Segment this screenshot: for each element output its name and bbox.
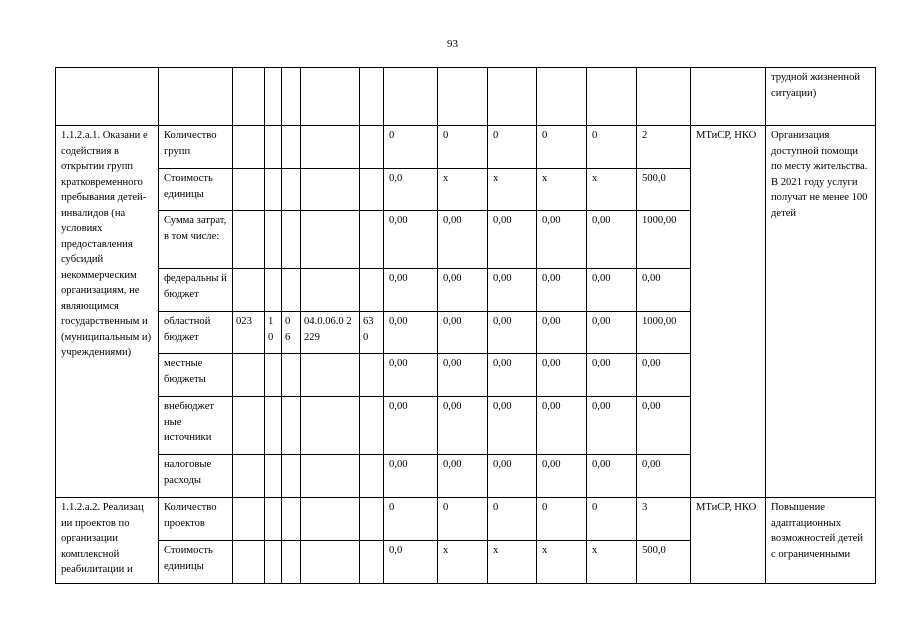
value-cell: 0,00 bbox=[587, 397, 637, 455]
measure-title: 1.1.2.а.2. Реализац ии проектов по организации комплексной реабилитации и bbox=[56, 498, 159, 584]
value-cell: 0,00 bbox=[587, 354, 637, 397]
table-cell bbox=[282, 68, 301, 126]
value-cell: 0 bbox=[438, 126, 488, 169]
value-cell: 0,00 bbox=[488, 354, 537, 397]
code-cell bbox=[360, 269, 384, 312]
code-cell: 1 0 bbox=[265, 312, 282, 354]
code-cell bbox=[360, 397, 384, 455]
table-row bbox=[56, 126, 876, 169]
code-cell: 023 bbox=[233, 312, 265, 354]
code-cell bbox=[282, 269, 301, 312]
value-cell: x bbox=[587, 541, 637, 584]
code-cell bbox=[282, 455, 301, 498]
code-cell bbox=[265, 541, 282, 584]
table-cell bbox=[56, 68, 159, 126]
value-cell: 0 bbox=[587, 498, 637, 541]
value-cell: x bbox=[438, 541, 488, 584]
value-cell: x bbox=[438, 169, 488, 211]
value-cell: 0,00 bbox=[438, 455, 488, 498]
code-cell bbox=[265, 269, 282, 312]
value-cell: 0,00 bbox=[537, 354, 587, 397]
value-cell: 0 bbox=[537, 126, 587, 169]
code-cell bbox=[301, 126, 360, 169]
code-cell bbox=[233, 397, 265, 455]
value-cell: 0,00 bbox=[488, 455, 537, 498]
value-cell: 0 bbox=[384, 126, 438, 169]
code-cell bbox=[360, 169, 384, 211]
code-cell bbox=[301, 541, 360, 584]
code-cell bbox=[233, 211, 265, 269]
value-cell: 0,00 bbox=[587, 455, 637, 498]
code-cell bbox=[282, 126, 301, 169]
row-label: налоговые расходы bbox=[159, 455, 233, 498]
code-cell bbox=[233, 269, 265, 312]
code-cell bbox=[360, 211, 384, 269]
row-label: Стоимость единицы bbox=[159, 541, 233, 584]
value-cell: 0,00 bbox=[438, 269, 488, 312]
row-label: Количество проектов bbox=[159, 498, 233, 541]
code-cell bbox=[265, 169, 282, 211]
code-cell bbox=[301, 269, 360, 312]
code-cell bbox=[282, 169, 301, 211]
value-cell: 0,00 bbox=[384, 455, 438, 498]
code-cell bbox=[301, 169, 360, 211]
value-cell: 500,0 bbox=[637, 169, 691, 211]
value-cell: 0,00 bbox=[488, 397, 537, 455]
table-cell bbox=[438, 68, 488, 126]
code-cell bbox=[265, 126, 282, 169]
value-cell: 0,00 bbox=[384, 397, 438, 455]
code-cell bbox=[233, 169, 265, 211]
table-cell bbox=[265, 68, 282, 126]
value-cell: 0 bbox=[537, 498, 587, 541]
code-cell bbox=[301, 498, 360, 541]
row-label: федеральны й бюджет bbox=[159, 269, 233, 312]
value-cell: 0 bbox=[488, 126, 537, 169]
value-cell: 0,00 bbox=[537, 269, 587, 312]
value-cell: 0,00 bbox=[488, 312, 537, 354]
value-cell: 0 bbox=[488, 498, 537, 541]
table-row bbox=[56, 498, 876, 541]
value-cell: 500,0 bbox=[637, 541, 691, 584]
code-cell bbox=[233, 126, 265, 169]
value-cell: 0,00 bbox=[438, 397, 488, 455]
value-cell: 0,00 bbox=[587, 269, 637, 312]
code-cell bbox=[282, 211, 301, 269]
page-number: 93 bbox=[447, 38, 458, 50]
code-cell bbox=[265, 354, 282, 397]
value-cell: x bbox=[537, 169, 587, 211]
value-cell: x bbox=[488, 169, 537, 211]
code-cell bbox=[301, 397, 360, 455]
expected-result: Повышение адаптационных возможностей детей с ограниченными bbox=[766, 498, 876, 584]
code-cell bbox=[282, 397, 301, 455]
table-cell bbox=[637, 68, 691, 126]
table-row bbox=[56, 68, 876, 126]
code-cell bbox=[360, 455, 384, 498]
code-cell bbox=[360, 126, 384, 169]
code-cell bbox=[233, 354, 265, 397]
value-cell: 0,0 bbox=[384, 169, 438, 211]
table-cell bbox=[488, 68, 537, 126]
row-label: Количество групп bbox=[159, 126, 233, 169]
value-cell: 0,00 bbox=[637, 269, 691, 312]
value-cell: x bbox=[537, 541, 587, 584]
code-cell bbox=[282, 541, 301, 584]
code-cell bbox=[301, 455, 360, 498]
table-cell bbox=[360, 68, 384, 126]
table-cell bbox=[384, 68, 438, 126]
code-cell bbox=[360, 354, 384, 397]
value-cell: 0,00 bbox=[587, 211, 637, 269]
value-cell: 0,00 bbox=[438, 354, 488, 397]
value-cell: 0 bbox=[438, 498, 488, 541]
code-cell bbox=[265, 498, 282, 541]
code-cell bbox=[360, 498, 384, 541]
value-cell: 0,00 bbox=[587, 312, 637, 354]
value-cell: 0 bbox=[587, 126, 637, 169]
value-cell: 0,00 bbox=[537, 312, 587, 354]
table-cell bbox=[159, 68, 233, 126]
row-label: Сумма затрат, в том числе: bbox=[159, 211, 233, 269]
row-label: местные бюджеты bbox=[159, 354, 233, 397]
code-cell bbox=[233, 498, 265, 541]
executor: МТиСР, НКО bbox=[691, 498, 766, 584]
value-cell: 0,00 bbox=[637, 397, 691, 455]
code-cell bbox=[265, 211, 282, 269]
value-cell: 0,00 bbox=[537, 397, 587, 455]
code-cell bbox=[265, 455, 282, 498]
table-body bbox=[56, 68, 876, 584]
value-cell: 2 bbox=[637, 126, 691, 169]
table-cell bbox=[233, 68, 265, 126]
code-cell bbox=[282, 354, 301, 397]
value-cell: 0,0 bbox=[384, 541, 438, 584]
code-cell: 04.0.06.0 2229 bbox=[301, 312, 360, 354]
value-cell: 0,00 bbox=[537, 211, 587, 269]
row-label: Стоимость единицы bbox=[159, 169, 233, 211]
value-cell: 0,00 bbox=[384, 211, 438, 269]
value-cell: 0,00 bbox=[488, 269, 537, 312]
code-cell: 0 6 bbox=[282, 312, 301, 354]
table-cell bbox=[537, 68, 587, 126]
measure-title: 1.1.2.а.1. Оказани е содействия в открытии групп кратковременного пребывания детей-инвалидов (на условиях предоставления субсидий некоммерческим организациям, не являющимся государственным и (муниципальным и) учреждениями) bbox=[56, 126, 159, 498]
value-cell: 0,00 bbox=[438, 211, 488, 269]
table-cell bbox=[691, 68, 766, 126]
code-cell bbox=[265, 397, 282, 455]
value-cell: 0,00 bbox=[637, 455, 691, 498]
code-cell bbox=[282, 498, 301, 541]
value-cell: 0,00 bbox=[438, 312, 488, 354]
row-label: внебюджет ные источники bbox=[159, 397, 233, 455]
expected-result: Организация доступной помощи по месту жительства. В 2021 году услуги получат не менее 100 детей bbox=[766, 126, 876, 498]
value-cell: 0,00 bbox=[384, 354, 438, 397]
program-table bbox=[55, 67, 876, 584]
code-cell bbox=[360, 541, 384, 584]
value-cell: 1000,00 bbox=[637, 312, 691, 354]
value-cell: x bbox=[488, 541, 537, 584]
code-cell: 63 0 bbox=[360, 312, 384, 354]
value-cell: 0 bbox=[384, 498, 438, 541]
value-cell: 0,00 bbox=[537, 455, 587, 498]
table-cell bbox=[301, 68, 360, 126]
value-cell: 1000,00 bbox=[637, 211, 691, 269]
code-cell bbox=[233, 541, 265, 584]
value-cell: 3 bbox=[637, 498, 691, 541]
top-row-note: трудной жизненной ситуации) bbox=[766, 68, 876, 126]
value-cell: 0,00 bbox=[637, 354, 691, 397]
value-cell: 0,00 bbox=[384, 312, 438, 354]
table-cell bbox=[587, 68, 637, 126]
executor: МТиСР, НКО bbox=[691, 126, 766, 498]
code-cell bbox=[301, 211, 360, 269]
value-cell: 0,00 bbox=[488, 211, 537, 269]
value-cell: x bbox=[587, 169, 637, 211]
value-cell: 0,00 bbox=[384, 269, 438, 312]
row-label: областной бюджет bbox=[159, 312, 233, 354]
code-cell bbox=[233, 455, 265, 498]
code-cell bbox=[301, 354, 360, 397]
